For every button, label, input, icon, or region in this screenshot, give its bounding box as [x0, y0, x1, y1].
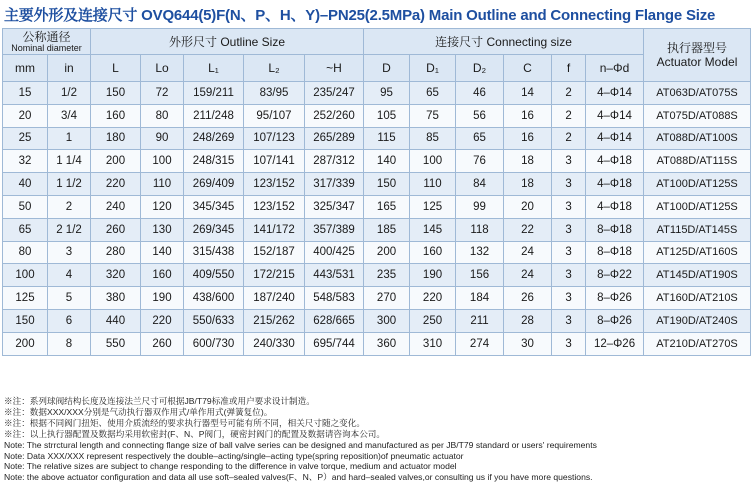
notes-section [4, 396, 750, 483]
note-line: Note: Data XXX/XXX represent respectively the double–acting/single–acting type(spring reposition)of pneumatic actuator [4, 450, 464, 461]
cell-C: 18 [504, 150, 552, 173]
cell-act: AT100D/AT125S [644, 195, 751, 218]
cell-mm: 25 [3, 127, 48, 150]
cell-D1: 190 [410, 264, 456, 287]
cell-D2: 56 [456, 104, 504, 127]
cell-H: 252/260 [305, 104, 364, 127]
cell-in: 6 [48, 309, 91, 332]
cell-D1: 160 [410, 241, 456, 264]
page-title: 主要外形及连接尺寸 OVQ644(5)F(N、P、H、Y)–PN25(2.5MPa) Main Outline and Connecting Flange Size [4, 7, 716, 24]
cell-Lo: 190 [141, 287, 184, 310]
cell-mm: 100 [3, 264, 48, 287]
cell-H: 317/339 [305, 173, 364, 196]
col-in: in [48, 55, 91, 82]
cell-L1: 248/269 [184, 127, 244, 150]
cell-Lo: 130 [141, 218, 184, 241]
table-row [3, 173, 751, 196]
note-line: ※注：系列球阀结构长度及连接法兰尺寸可根据JB/T79标准或用户要求设计制造。 [4, 396, 315, 406]
cell-in: 2 1/2 [48, 218, 91, 241]
cell-D: 115 [364, 127, 410, 150]
cell-mm: 125 [3, 287, 48, 310]
cell-mm: 50 [3, 195, 48, 218]
cell-D: 200 [364, 241, 410, 264]
cell-in: 8 [48, 332, 91, 355]
cell-C: 30 [504, 332, 552, 355]
cell-Lo: 90 [141, 127, 184, 150]
cell-D: 360 [364, 332, 410, 355]
cell-f: 3 [552, 218, 586, 241]
cell-nd: 4–Φ18 [586, 150, 644, 173]
cell-D2: 65 [456, 127, 504, 150]
cell-Lo: 220 [141, 309, 184, 332]
cell-in: 4 [48, 264, 91, 287]
cell-act: AT075D/AT088S [644, 104, 751, 127]
cell-f: 2 [552, 127, 586, 150]
cell-Lo: 160 [141, 264, 184, 287]
note-line: ※注：以上执行器配置及数据均采用软密封(F、N、P阀门，硬密封阀门的配置及数据请咨询本公司。 [4, 428, 385, 439]
cell-mm: 40 [3, 173, 48, 196]
cell-f: 3 [552, 309, 586, 332]
cell-L2: 240/330 [244, 332, 305, 355]
cell-in: 1/2 [48, 82, 91, 105]
cell-Lo: 260 [141, 332, 184, 355]
cell-L1: 269/345 [184, 218, 244, 241]
cell-L1: 550/633 [184, 309, 244, 332]
cell-nd: 8–Φ18 [586, 241, 644, 264]
cell-D: 95 [364, 82, 410, 105]
dimension-table [2, 28, 751, 356]
cell-D2: 118 [456, 218, 504, 241]
cell-D1: 75 [410, 104, 456, 127]
cell-H: 287/312 [305, 150, 364, 173]
cell-D: 165 [364, 195, 410, 218]
cell-Lo: 120 [141, 195, 184, 218]
cell-H: 235/247 [305, 82, 364, 105]
cell-D2: 156 [456, 264, 504, 287]
cell-L2: 152/187 [244, 241, 305, 264]
cell-H: 443/531 [305, 264, 364, 287]
cell-L1: 248/315 [184, 150, 244, 173]
header-row-1 [3, 29, 751, 55]
cell-L1: 438/600 [184, 287, 244, 310]
cell-L: 280 [91, 241, 141, 264]
cell-L2: 215/262 [244, 309, 305, 332]
table-row [3, 264, 751, 287]
cell-D: 185 [364, 218, 410, 241]
cell-nd: 4–Φ14 [586, 127, 644, 150]
cell-D: 105 [364, 104, 410, 127]
cell-D1: 250 [410, 309, 456, 332]
cell-nd: 4–Φ18 [586, 195, 644, 218]
cell-f: 3 [552, 241, 586, 264]
cell-D2: 76 [456, 150, 504, 173]
col-L: L [91, 55, 141, 82]
note-line: Note: The relative sizes are subject to change responding to the difference in valve torque, medium and actuator model [4, 461, 457, 472]
cell-mm: 80 [3, 241, 48, 264]
nominal-diameter-header: 公称通径 Nominal diameter [3, 29, 91, 55]
cell-Lo: 80 [141, 104, 184, 127]
cell-L1: 409/550 [184, 264, 244, 287]
col-C: C [504, 55, 552, 82]
cell-C: 16 [504, 127, 552, 150]
cell-D1: 125 [410, 195, 456, 218]
cell-Lo: 100 [141, 150, 184, 173]
cell-H: 628/665 [305, 309, 364, 332]
cell-D2: 84 [456, 173, 504, 196]
cell-L2: 123/152 [244, 195, 305, 218]
cell-H: 325/347 [305, 195, 364, 218]
outline-size-header: 外形尺寸 Outline Size [91, 29, 364, 55]
cell-H: 548/583 [305, 287, 364, 310]
cell-L: 220 [91, 173, 141, 196]
table-row [3, 241, 751, 264]
cell-in: 3/4 [48, 104, 91, 127]
cell-D1: 220 [410, 287, 456, 310]
cell-act: AT160D/AT210S [644, 287, 751, 310]
cell-L2: 141/172 [244, 218, 305, 241]
cell-Lo: 140 [141, 241, 184, 264]
cell-L2: 187/240 [244, 287, 305, 310]
cell-nd: 8–Φ18 [586, 218, 644, 241]
cell-L1: 269/409 [184, 173, 244, 196]
cell-C: 24 [504, 264, 552, 287]
cell-D2: 184 [456, 287, 504, 310]
actuator-model-header: 执行器型号 Actuator Model [644, 29, 751, 82]
cell-C: 18 [504, 173, 552, 196]
cell-mm: 150 [3, 309, 48, 332]
cell-H: 695/744 [305, 332, 364, 355]
cell-C: 24 [504, 241, 552, 264]
cell-f: 3 [552, 150, 586, 173]
cell-D1: 100 [410, 150, 456, 173]
cell-C: 14 [504, 82, 552, 105]
cell-act: AT210D/AT270S [644, 332, 751, 355]
cell-L2: 107/123 [244, 127, 305, 150]
cell-f: 2 [552, 104, 586, 127]
cell-mm: 200 [3, 332, 48, 355]
note-line: Note: The strrctural length and connecting flange size of ball valve series can be designed and manufactured as per JB/T79 standard or users' requirements [4, 439, 597, 450]
cell-L: 380 [91, 287, 141, 310]
cell-L: 320 [91, 264, 141, 287]
cell-f: 3 [552, 173, 586, 196]
table-row [3, 150, 751, 173]
cell-act: AT190D/AT240S [644, 309, 751, 332]
cell-Lo: 110 [141, 173, 184, 196]
cell-L2: 95/107 [244, 104, 305, 127]
cell-in: 5 [48, 287, 91, 310]
cell-mm: 20 [3, 104, 48, 127]
cell-D1: 85 [410, 127, 456, 150]
cell-L: 260 [91, 218, 141, 241]
cell-L: 160 [91, 104, 141, 127]
col-f: f [552, 55, 586, 82]
table-row [3, 332, 751, 355]
cell-D2: 211 [456, 309, 504, 332]
cell-C: 16 [504, 104, 552, 127]
cell-mm: 65 [3, 218, 48, 241]
cell-L2: 107/141 [244, 150, 305, 173]
col-D2: D₂ [456, 55, 504, 82]
col-D1: D₁ [410, 55, 456, 82]
cell-nd: 4–Φ14 [586, 104, 644, 127]
cell-L1: 600/730 [184, 332, 244, 355]
col-L2: L₂ [244, 55, 305, 82]
connecting-size-header: 连接尺寸 Connecting size [364, 29, 644, 55]
cell-C: 26 [504, 287, 552, 310]
cell-D1: 110 [410, 173, 456, 196]
cell-act: AT063D/AT075S [644, 82, 751, 105]
cell-act: AT100D/AT125S [644, 173, 751, 196]
cell-D: 140 [364, 150, 410, 173]
table-row [3, 127, 751, 150]
cell-L1: 315/438 [184, 241, 244, 264]
header-row-2 [3, 55, 751, 82]
cell-act: AT115D/AT145S [644, 218, 751, 241]
cell-L1: 159/211 [184, 82, 244, 105]
cell-nd: 8–Φ26 [586, 309, 644, 332]
cell-in: 3 [48, 241, 91, 264]
table-row [3, 104, 751, 127]
cell-in: 1 1/4 [48, 150, 91, 173]
note-line: ※注：根据不同阀门扭矩、使用介质流经的要求执行器型号可能有所不同，相关尺寸随之变化。 [4, 417, 365, 428]
cell-L1: 211/248 [184, 104, 244, 127]
col-mm: mm [3, 55, 48, 82]
cell-D2: 46 [456, 82, 504, 105]
cell-C: 22 [504, 218, 552, 241]
cell-act: AT145D/AT190S [644, 264, 751, 287]
cell-nd: 12–Φ26 [586, 332, 644, 355]
col-Lo: Lo [141, 55, 184, 82]
cell-D1: 145 [410, 218, 456, 241]
cell-D: 270 [364, 287, 410, 310]
cell-H: 400/425 [305, 241, 364, 264]
cell-f: 3 [552, 264, 586, 287]
cell-D1: 65 [410, 82, 456, 105]
cell-L2: 83/95 [244, 82, 305, 105]
cell-f: 3 [552, 287, 586, 310]
cell-act: AT088D/AT100S [644, 127, 751, 150]
cell-L1: 345/345 [184, 195, 244, 218]
cell-L: 200 [91, 150, 141, 173]
cell-f: 3 [552, 332, 586, 355]
cell-L2: 172/215 [244, 264, 305, 287]
cell-D: 300 [364, 309, 410, 332]
cell-f: 2 [552, 82, 586, 105]
table-row [3, 287, 751, 310]
cell-D2: 99 [456, 195, 504, 218]
cell-act: AT125D/AT160S [644, 241, 751, 264]
cell-L: 440 [91, 309, 141, 332]
cell-mm: 32 [3, 150, 48, 173]
cell-L: 150 [91, 82, 141, 105]
cell-L2: 123/152 [244, 173, 305, 196]
cell-in: 1 1/2 [48, 173, 91, 196]
table-row [3, 82, 751, 105]
cell-C: 28 [504, 309, 552, 332]
cell-L: 180 [91, 127, 141, 150]
cell-D2: 274 [456, 332, 504, 355]
col-nd: n–Φd [586, 55, 644, 82]
col-H: ~H [305, 55, 364, 82]
cell-D: 150 [364, 173, 410, 196]
cell-D: 235 [364, 264, 410, 287]
table-row [3, 218, 751, 241]
cell-Lo: 72 [141, 82, 184, 105]
col-L1: L₁ [184, 55, 244, 82]
cell-nd: 8–Φ22 [586, 264, 644, 287]
cell-L: 240 [91, 195, 141, 218]
cell-D2: 132 [456, 241, 504, 264]
cell-D1: 310 [410, 332, 456, 355]
cell-f: 3 [552, 195, 586, 218]
cell-nd: 4–Φ18 [586, 173, 644, 196]
cell-nd: 8–Φ26 [586, 287, 644, 310]
col-D: D [364, 55, 410, 82]
cell-L: 550 [91, 332, 141, 355]
cell-nd: 4–Φ14 [586, 82, 644, 105]
cell-act: AT088D/AT115S [644, 150, 751, 173]
note-line: ※注：数据XXX/XXX分别是气动执行器双作用式/单作用式(弹簧复位)。 [4, 406, 273, 417]
table-row [3, 195, 751, 218]
table-row [3, 309, 751, 332]
cell-in: 2 [48, 195, 91, 218]
cell-in: 1 [48, 127, 91, 150]
note-line: Note: the above actuator configuration and data all use soft–sealed valves(F、N、P）and hard–sealed valves,or consulting us if you have more questions. [4, 472, 593, 483]
cell-H: 357/389 [305, 218, 364, 241]
cell-H: 265/289 [305, 127, 364, 150]
cell-mm: 15 [3, 82, 48, 105]
cell-C: 20 [504, 195, 552, 218]
